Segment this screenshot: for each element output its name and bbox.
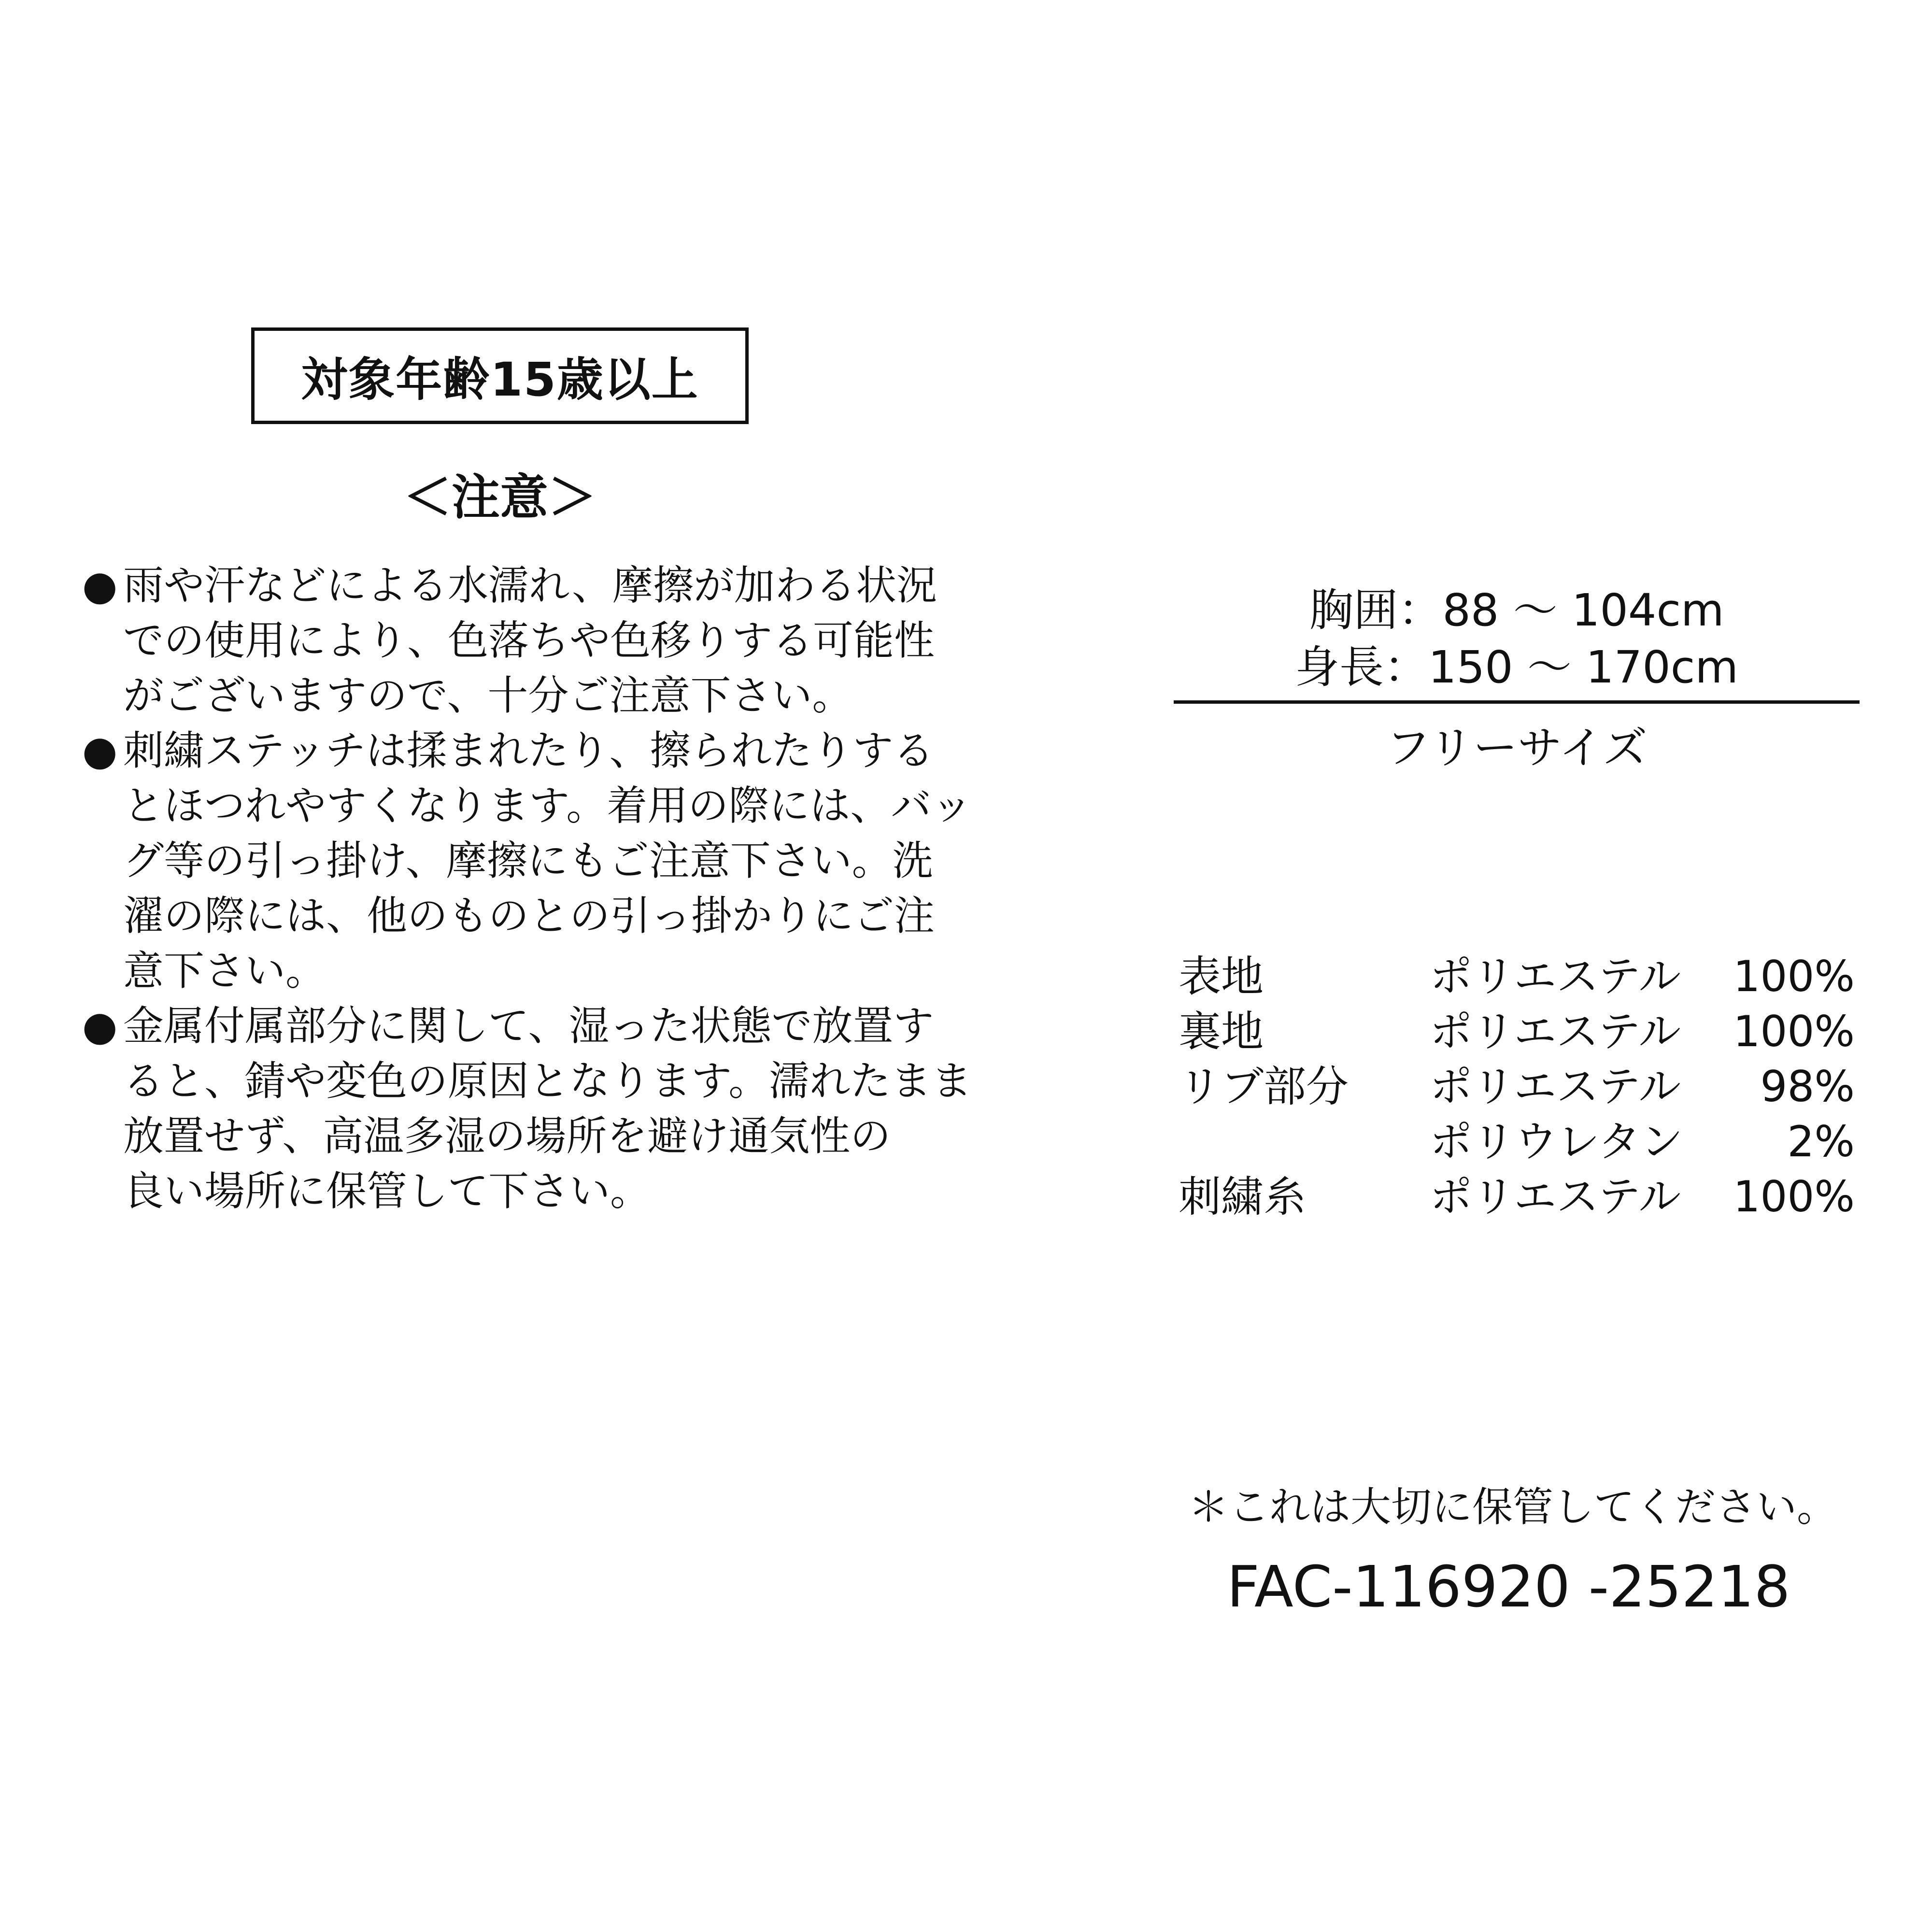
size-block bbox=[1174, 580, 1860, 778]
material-fiber: ポリエステル bbox=[1430, 952, 1681, 1001]
material-fiber: ポリエステル bbox=[1430, 1172, 1681, 1222]
material-percent: 100% bbox=[1733, 1007, 1855, 1056]
material-part: 裏地 bbox=[1179, 1007, 1264, 1056]
material-part: 刺繍糸 bbox=[1179, 1172, 1307, 1222]
caution-title: ＜注意＞ bbox=[403, 469, 597, 526]
caution-line: がございますので、十分ご注意下さい。 bbox=[123, 672, 853, 719]
material-part: 表地 bbox=[1179, 952, 1264, 1001]
caution-item bbox=[82, 998, 972, 1219]
keep-note: ＊これは大切に保管してください。 bbox=[1188, 1483, 1838, 1531]
caution-line: 放置せず、高温多湿の場所を避け通気性の bbox=[123, 1112, 891, 1160]
bullet-icon: ● bbox=[82, 562, 118, 609]
material-part bbox=[1179, 1114, 1430, 1169]
material-percent: 2% bbox=[1787, 1117, 1855, 1166]
caution-line: グ等の引っ掛け、摩擦にもご注意下さい。洗 bbox=[123, 837, 933, 884]
size-divider bbox=[1174, 700, 1860, 704]
material-row bbox=[1179, 1114, 1855, 1169]
material-fiber: ポリエステル bbox=[1430, 1062, 1681, 1111]
caution-line: とほつれやすくなります。着用の際には、バッ bbox=[123, 782, 972, 829]
size-name: フリーサイズ bbox=[1386, 722, 1648, 774]
bullet-icon: ● bbox=[82, 727, 118, 774]
caution-line: 濯の際には、他のものとの引っ掛かりにご注 bbox=[123, 892, 935, 939]
bullet-icon: ● bbox=[82, 1002, 118, 1050]
material-row bbox=[1179, 1004, 1855, 1059]
age-label: 対象年齢15歳以上 bbox=[301, 352, 699, 407]
caution-line: 金属付属部分に関して、湿った状態で放置す bbox=[123, 1002, 934, 1050]
height-size: 身長：150 ～ 170cm bbox=[1295, 641, 1738, 693]
caution-line: 刺繍ステッチは揉まれたり、擦られたりする bbox=[123, 727, 934, 774]
caution-list bbox=[82, 558, 972, 1219]
caution-line: での使用により、色落ちや色移りする可能性 bbox=[123, 617, 935, 664]
caution-line: 意下さい。 bbox=[123, 947, 327, 994]
material-row bbox=[1179, 1169, 1855, 1224]
age-label-box bbox=[251, 327, 749, 424]
material-percent: 100% bbox=[1733, 1172, 1855, 1222]
material-row bbox=[1179, 1059, 1855, 1114]
caution-item bbox=[82, 558, 938, 723]
material-fiber: ポリエステル bbox=[1430, 1007, 1681, 1056]
caution-line: 良い場所に保管して下さい。 bbox=[123, 1167, 651, 1215]
material-part: リブ部分 bbox=[1179, 1062, 1349, 1111]
material-percent: 100% bbox=[1733, 952, 1855, 1001]
caution-line: ると、錆や変色の原因となります。濡れたまま bbox=[123, 1057, 972, 1105]
chest-size: 胸囲：88 ～ 104cm bbox=[1309, 584, 1724, 636]
material-row bbox=[1179, 949, 1855, 1004]
caution-line: 雨や汗などによる水濡れ、摩擦が加わる状況 bbox=[123, 562, 938, 609]
material-percent: 98% bbox=[1760, 1062, 1855, 1111]
material-table bbox=[1179, 949, 1855, 1224]
material-fiber: ポリウレタン bbox=[1430, 1117, 1683, 1166]
product-code: FAC-116920 -25218 bbox=[1227, 1553, 1790, 1620]
caution-item bbox=[82, 723, 972, 998]
